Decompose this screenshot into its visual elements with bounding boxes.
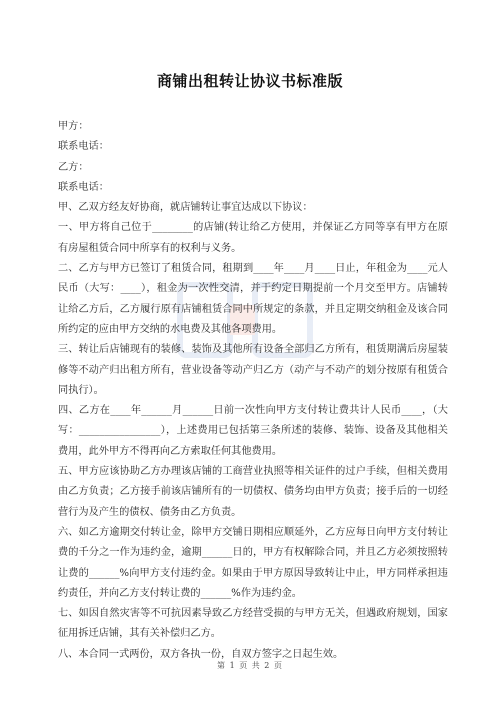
clause-3: 三、转让后店铺现有的装修、装饰及其他所有设备全部归乙方所有，租赁期满后房屋装修等不动产归出租方所有，营业设备等动产归乙方（动产与不动产的划分按原有租赁合同执行）。 [58,344,448,396]
clause-4: 四、乙方在____年______月______日前一次性向甲方支付转让费共计人民币____，（大写：________________），上述费用已包括第三条所述的装修、装饰、设备及其他相关费用，此外甲方不得再向乙方索取任何其他费用。 [58,405,448,457]
clause-1: 一、甲方将自己位于________的店铺(转让给乙方使用，并保证乙方同等享有甲方在原有房屋租赁合同中所享有的权利与义务。 [58,222,448,254]
party-b-line: 乙方： [58,161,89,173]
intro-paragraph: 甲、乙双方经友好协商，就店铺转让事宜达成以下协议： [58,202,313,214]
document-body [58,117,448,665]
clause-8: 八、本合同一式两份，双方各执一份，自双方签字之日起生效。 [58,648,344,660]
party-b-phone-line: 联系电话： [58,181,109,193]
clause-6: 六、如乙方逾期交付转让金，除甲方交铺日期相应顺延外，乙方应每日向甲方支付转让费的千分之一作为违约金，逾期______日的，甲方有权解除合同，并且乙方必须按照转让费的______%向甲方支付违约金。如果由于甲方原因导致转让中止，甲方同样承担违约责任，并向乙方支付转让费的______%作为违约金。 [58,526,448,599]
clause-5: 五、甲方应该协助乙方办理该店铺的工商营业执照等相关证件的过户手续，但相关费用由乙方负责；乙方接手前该店铺所有的一切债权、债务均由甲方负责；接手后的一切经营行为及产生的债权、债务由乙方负责。 [58,466,448,518]
page-number: 第 1 页 共 2 页 [217,661,283,670]
document-title: 商铺出租转让协议书标准版 [156,72,343,90]
party-a-phone-line: 联系电话： [58,141,109,153]
clause-7: 七、如因自然灾害等不可抗因素导致乙方经营受损的与甲方无关，但遇政府规划，国家征用拆迁店铺，其有关补偿归乙方。 [58,608,448,640]
clause-2: 二、乙方与甲方已签订了租赁合同，租期到____年____月____日止，年租金为____元人民币（大写：____），租金为一次性交清，并于约定日期提前一个月交至甲方。店铺转让给乙方后，乙方履行原有店铺租赁合同中所规定的条款，并且定期交纳租金及该合同所约定的应由甲方交纳的水电费及其他各项费用。 [58,263,448,335]
party-a-line: 甲方： [58,121,89,132]
